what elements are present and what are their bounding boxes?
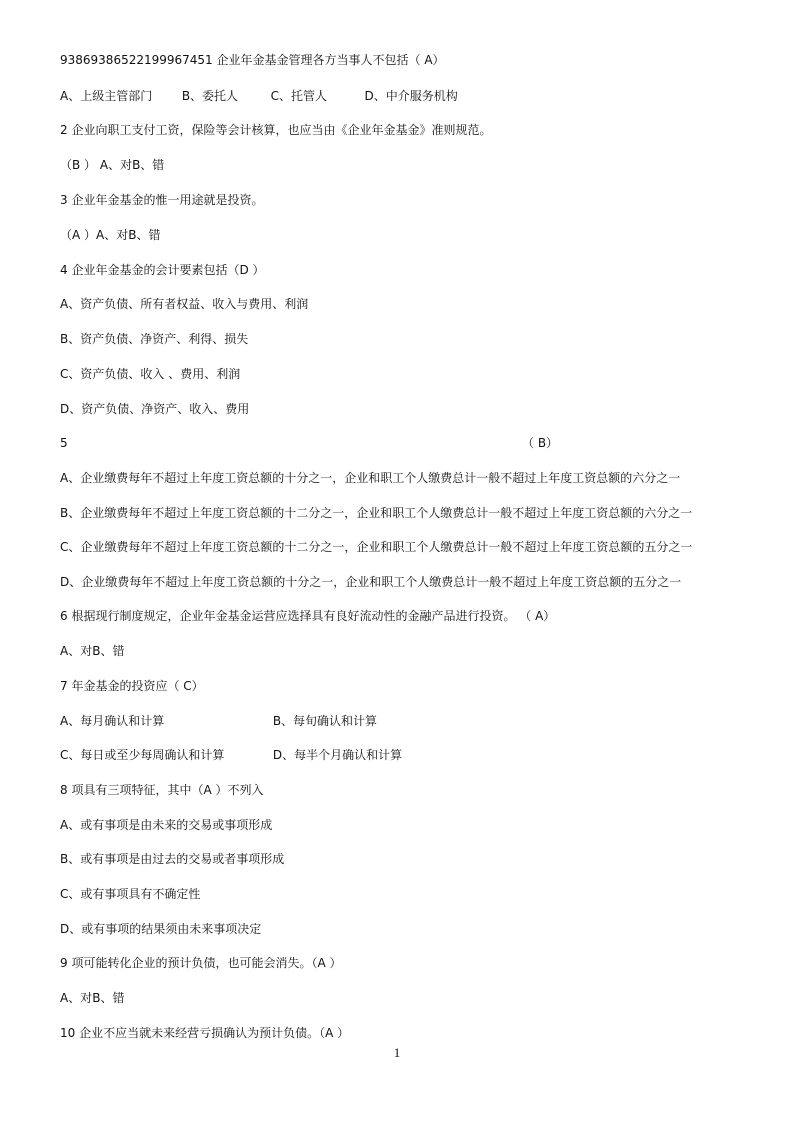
- option-d: D、每半个月确认和计算: [272, 748, 403, 762]
- question-1-options: [60, 88, 458, 104]
- question-7-options-row-2: [60, 747, 402, 763]
- question-7: 7 年金基金的投资应（ C）: [60, 679, 204, 693]
- option-a: A、上级主管部门: [60, 89, 153, 103]
- question-8-option-b: B、或有事项是由过去的交易或者事项形成: [60, 852, 285, 866]
- option-c: C、每日或至少每周确认和计算: [60, 748, 225, 762]
- question-2: 2 企业向职工支付工资，保险等会计核算，也应当由《企业年金基金》准则规范。: [60, 123, 492, 137]
- question-4-option-d: D、资产负债、净资产、收入、费用: [60, 402, 250, 416]
- question-2-answer: （B ） A、对B、错: [60, 158, 165, 172]
- question-8: 8 项具有三项特征，其中（A ）不列入: [60, 783, 264, 797]
- option-d: D、中介服务机构: [364, 89, 458, 103]
- option-b: B、每旬确认和计算: [272, 714, 378, 728]
- question-8-option-d: D、或有事项的结果须由未来事项决定: [60, 922, 262, 936]
- question-3: 3 企业年金基金的惟一用途就是投资。: [60, 193, 264, 207]
- question-4: 4 企业年金基金的会计要素包括（D ）: [60, 263, 265, 277]
- question-4-option-a: A、资产负债、所有者权益、收入与费用、利润: [60, 297, 309, 311]
- question-5-number: 5: [60, 436, 68, 450]
- question-4-option-b: B、资产负债、净资产、利得、损失: [60, 332, 249, 346]
- question-5-option-a: A、企业缴费每年不超过上年度工资总额的十分之一，企业和职工个人缴费总计一般不超过上年度工资总额的六分之一: [60, 471, 681, 485]
- question-5-option-d: D、企业缴费每年不超过上年度工资总额的十分之一，企业和职工个人缴费总计一般不超过上年度工资总额的五分之一: [60, 575, 682, 589]
- question-10: 10 企业不应当就未来经营亏损确认为预计负债。（A ）: [60, 1026, 350, 1040]
- question-5-option-b: B、企业缴费每年不超过上年度工资总额的十二分之一，企业和职工个人缴费总计一般不超过上年度工资总额的六分之一: [60, 506, 693, 520]
- question-5-answer: （ B）: [522, 436, 559, 450]
- question-3-answer: （A ）A、对B、错: [60, 228, 161, 242]
- option-c: C、托管人: [270, 89, 328, 103]
- question-6-answer: A、对B、错: [60, 644, 125, 658]
- page-number: 1: [393, 1045, 401, 1060]
- question-6: 6 根据现行制度规定，企业年金基金运营应选择具有良好流动性的金融产品进行投资。 （ A）: [60, 609, 556, 623]
- question-7-options-row-1: [60, 713, 377, 729]
- question-8-option-c: C、或有事项具有不确定性: [60, 887, 201, 901]
- option-b: B、委托人: [181, 89, 239, 103]
- question-9: 9 项可能转化企业的预计负债，也可能会消失。（A ）: [60, 956, 342, 970]
- option-a: A、每月确认和计算: [60, 714, 165, 728]
- question-4-option-c: C、资产负债、收入 、费用、利润: [60, 367, 241, 381]
- question-9-answer: A、对B、错: [60, 991, 125, 1005]
- question-8-option-a: A、或有事项是由未来的交易或事项形成: [60, 818, 273, 832]
- question-5-option-c: C、企业缴费每年不超过上年度工资总额的十二分之一，企业和职工个人缴费总计一般不超过上年度工资总额的五分之一: [60, 540, 693, 554]
- question-1: 93869386522199967451 企业年金基金管理各方当事人不包括（ A）: [60, 53, 445, 67]
